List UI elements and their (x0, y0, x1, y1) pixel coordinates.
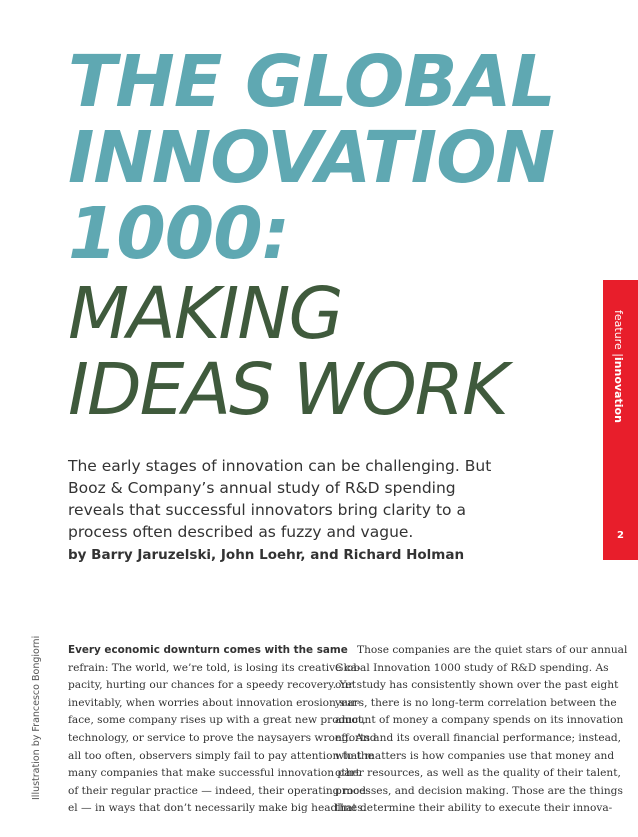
body-line: inevitably, when worries about innovation erosion sur- (68, 696, 361, 709)
section-name: feature (612, 310, 625, 350)
illustration-credit: Illustration by Francesco Bongiorni (31, 635, 42, 800)
lede-line: Booz & Company’s annual study of R&D spending (68, 479, 456, 497)
title-line-3: 1000: (68, 192, 290, 275)
body-line: technology, or service to prove the naysayers wrong. And (68, 731, 377, 744)
body-line: years, there is no long-term correlation between the (335, 696, 617, 709)
body-line: efforts and its overall financial performance; instead, (335, 731, 622, 744)
section-tab (603, 280, 638, 560)
body-column-right (335, 642, 628, 818)
body-line: many companies that make successful innovation part (68, 767, 360, 780)
lede-line: reveals that successful innovators bring clarity to a (68, 501, 466, 519)
subtitle-line-1: MAKING (68, 272, 342, 355)
title-line-1: THE GLOBAL (68, 40, 555, 123)
body-line: all too often, observers simply fail to pay attention to the (68, 749, 374, 762)
article-lede (68, 455, 508, 543)
lede-line: process often described as fuzzy and vague. (68, 523, 414, 541)
subtitle-line-2: IDEAS WORK (68, 348, 507, 431)
body-line: Global Innovation 1000 study of R&D spending. As (335, 661, 609, 674)
body-line: other resources, as well as the quality of their talent, (335, 767, 621, 780)
body-line: pacity, hurting our chances for a speedy recovery. Yet (68, 679, 357, 692)
section-separator: | (612, 353, 625, 357)
body-line: processes, and decision making. Those are the things (335, 784, 623, 797)
body-line (68, 642, 348, 660)
section-topic: innovation (612, 356, 625, 423)
lead-in: Every economic downturn comes with the same (68, 644, 348, 656)
title-line-2: INNOVATION (68, 116, 554, 199)
section-label (603, 280, 638, 440)
article-subtitle (68, 272, 507, 431)
body-line: face, some company rises up with a great new product, (68, 714, 366, 727)
body-line: our study has consistently shown over the past eight (335, 679, 619, 692)
body-line: el — in ways that don’t necessarily make big headlines. (68, 802, 367, 815)
article-title (68, 40, 568, 275)
body-line: refrain: The world, we’re told, is losing its creative ca- (68, 661, 361, 674)
lede-line: The early stages of innovation can be challenging. But (68, 457, 492, 475)
body-column-left (68, 642, 377, 818)
body-line: of their regular practice — indeed, their operating mod- (68, 784, 370, 797)
body-line: Those companies are the quiet stars of our annual (357, 644, 628, 656)
body-line: that determine their ability to execute their innova- (335, 802, 613, 815)
byline: by Barry Jaruzelski, John Loehr, and Richard Holman (68, 547, 465, 563)
page-number: 2 (617, 530, 624, 541)
body-line: amount of money a company spends on its innovation (335, 714, 624, 727)
body-line: what matters is how companies use that money and (335, 749, 615, 762)
